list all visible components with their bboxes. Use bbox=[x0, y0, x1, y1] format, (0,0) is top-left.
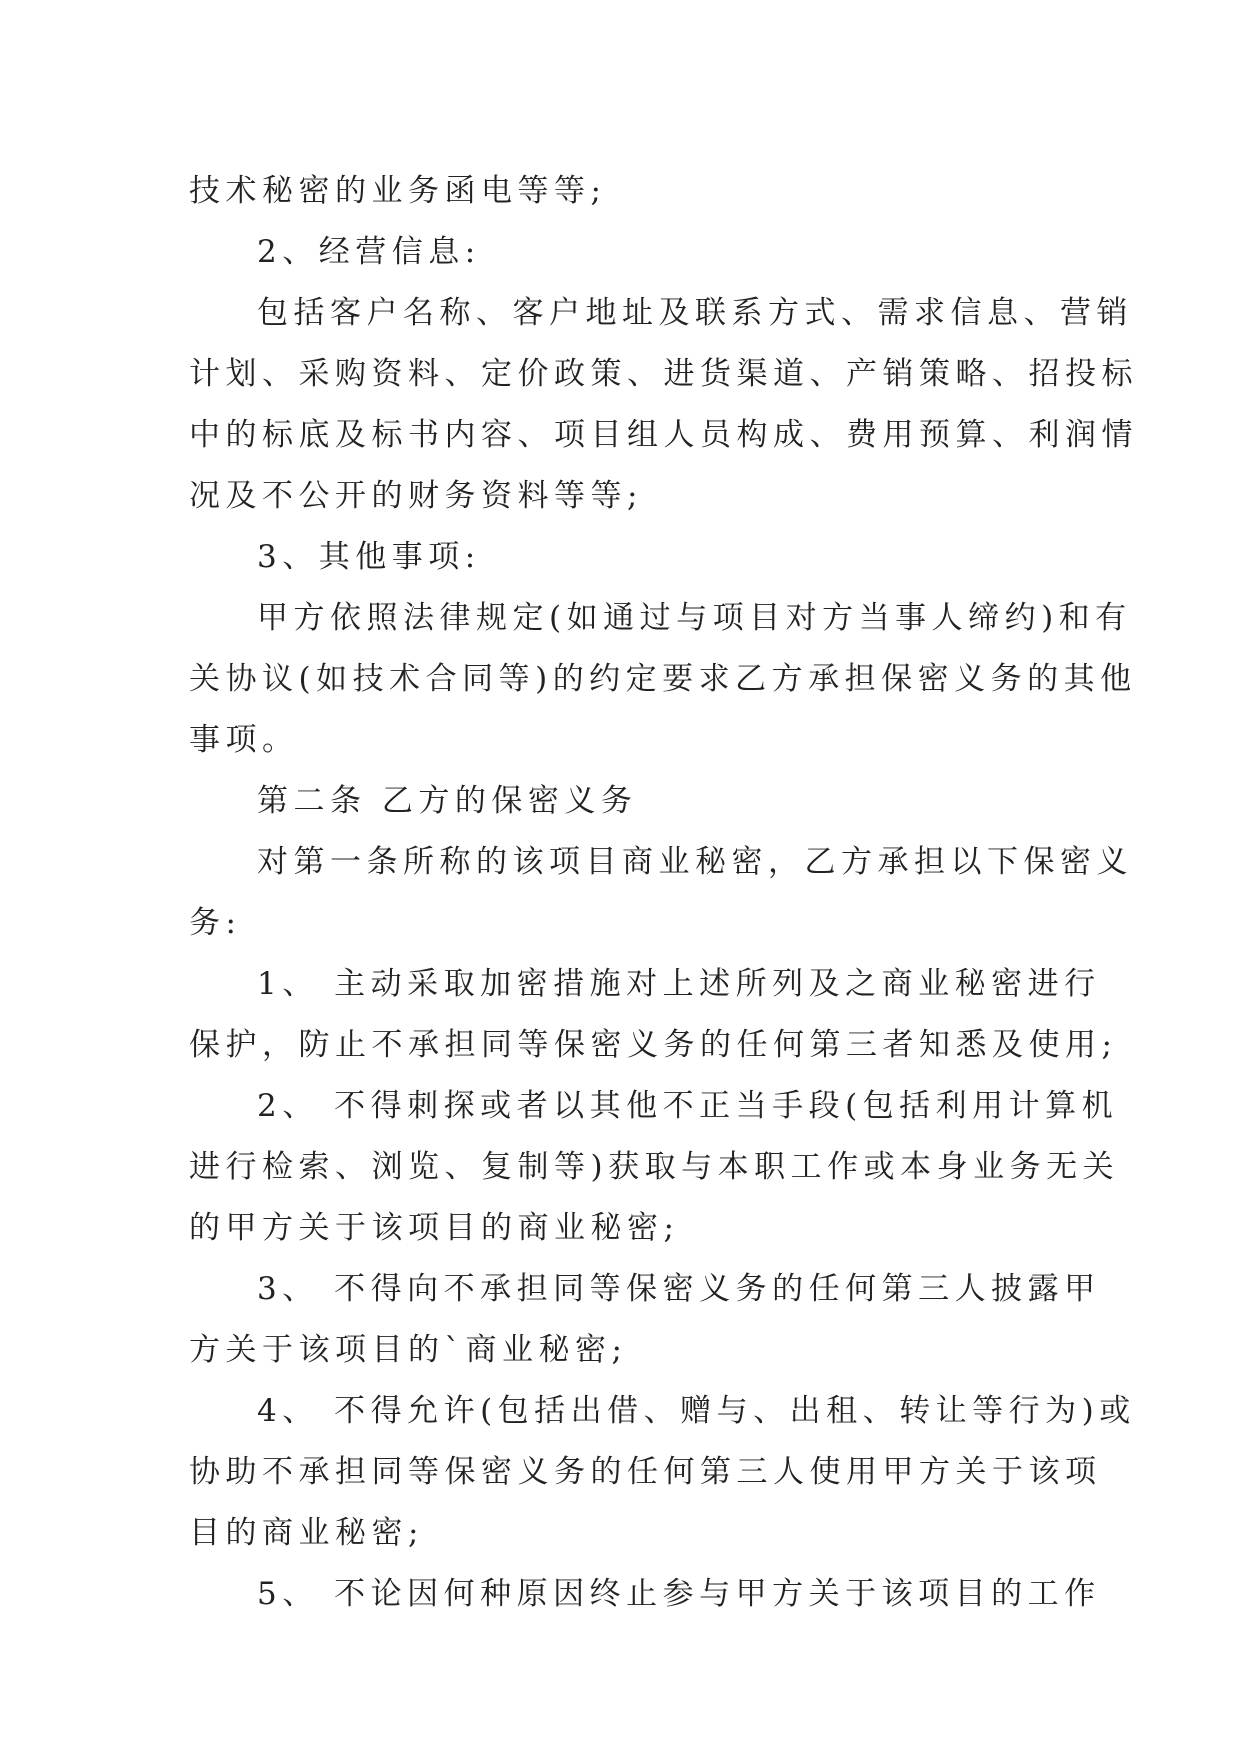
text-line: 的甲方关于该项目的商业秘密; bbox=[189, 1210, 680, 1246]
list-item: 4、 不得允许(包括出借、赠与、出租、转让等行为)或 bbox=[257, 1393, 1136, 1429]
list-item: 1、 主动采取加密措施对上述所列及之商业秘密进行 bbox=[257, 966, 1101, 1002]
text-line: 对第一条所称的该项目商业秘密，乙方承担以下保密义 bbox=[257, 844, 1133, 880]
list-item: 2、 不得刺探或者以其他不正当手段(包括利用计算机 bbox=[257, 1088, 1119, 1124]
text-line: 务: bbox=[189, 905, 242, 941]
text-line: 保护，防止不承担同等保密义务的任何第三者知悉及使用; bbox=[189, 1027, 1118, 1063]
text-line: 目的商业秘密; bbox=[189, 1515, 424, 1551]
text-line: 甲方依照法律规定(如通过与项目对方当事人缔约)和有 bbox=[257, 600, 1132, 636]
text-line: 包括客户名称、客户地址及联系方式、需求信息、营销 bbox=[257, 295, 1133, 331]
list-item: 3、 不得向不承担同等保密义务的任何第三人披露甲 bbox=[257, 1271, 1101, 1307]
text-line: 协助不承担同等保密义务的任何第三人使用甲方关于该项 bbox=[189, 1454, 1102, 1490]
list-item: 5、 不论因何种原因终止参与甲方关于该项目的工作 bbox=[257, 1576, 1101, 1612]
section-heading: 2、经营信息: bbox=[257, 234, 481, 270]
text-line: 方关于该项目的`商业秘密; bbox=[189, 1332, 628, 1368]
text-line: 况及不公开的财务资料等等; bbox=[189, 478, 643, 514]
text-line: 关协议(如技术合同等)的约定要求乙方承担保密义务的其他 bbox=[189, 661, 1137, 697]
section-heading: 3、其他事项: bbox=[257, 539, 481, 575]
document-body bbox=[189, 161, 1138, 1625]
text-line: 技术秘密的业务函电等等; bbox=[189, 173, 607, 209]
article-heading: 第二条 乙方的保密义务 bbox=[257, 783, 638, 819]
text-line: 计划、采购资料、定价政策、进货渠道、产销策略、招投标 bbox=[189, 356, 1138, 392]
text-line: 事项。 bbox=[189, 722, 299, 758]
text-line: 进行检索、浏览、复制等)获取与本职工作或本身业务无关 bbox=[189, 1149, 1120, 1185]
text-line: 中的标底及标书内容、项目组人员构成、费用预算、利润情 bbox=[189, 417, 1138, 453]
